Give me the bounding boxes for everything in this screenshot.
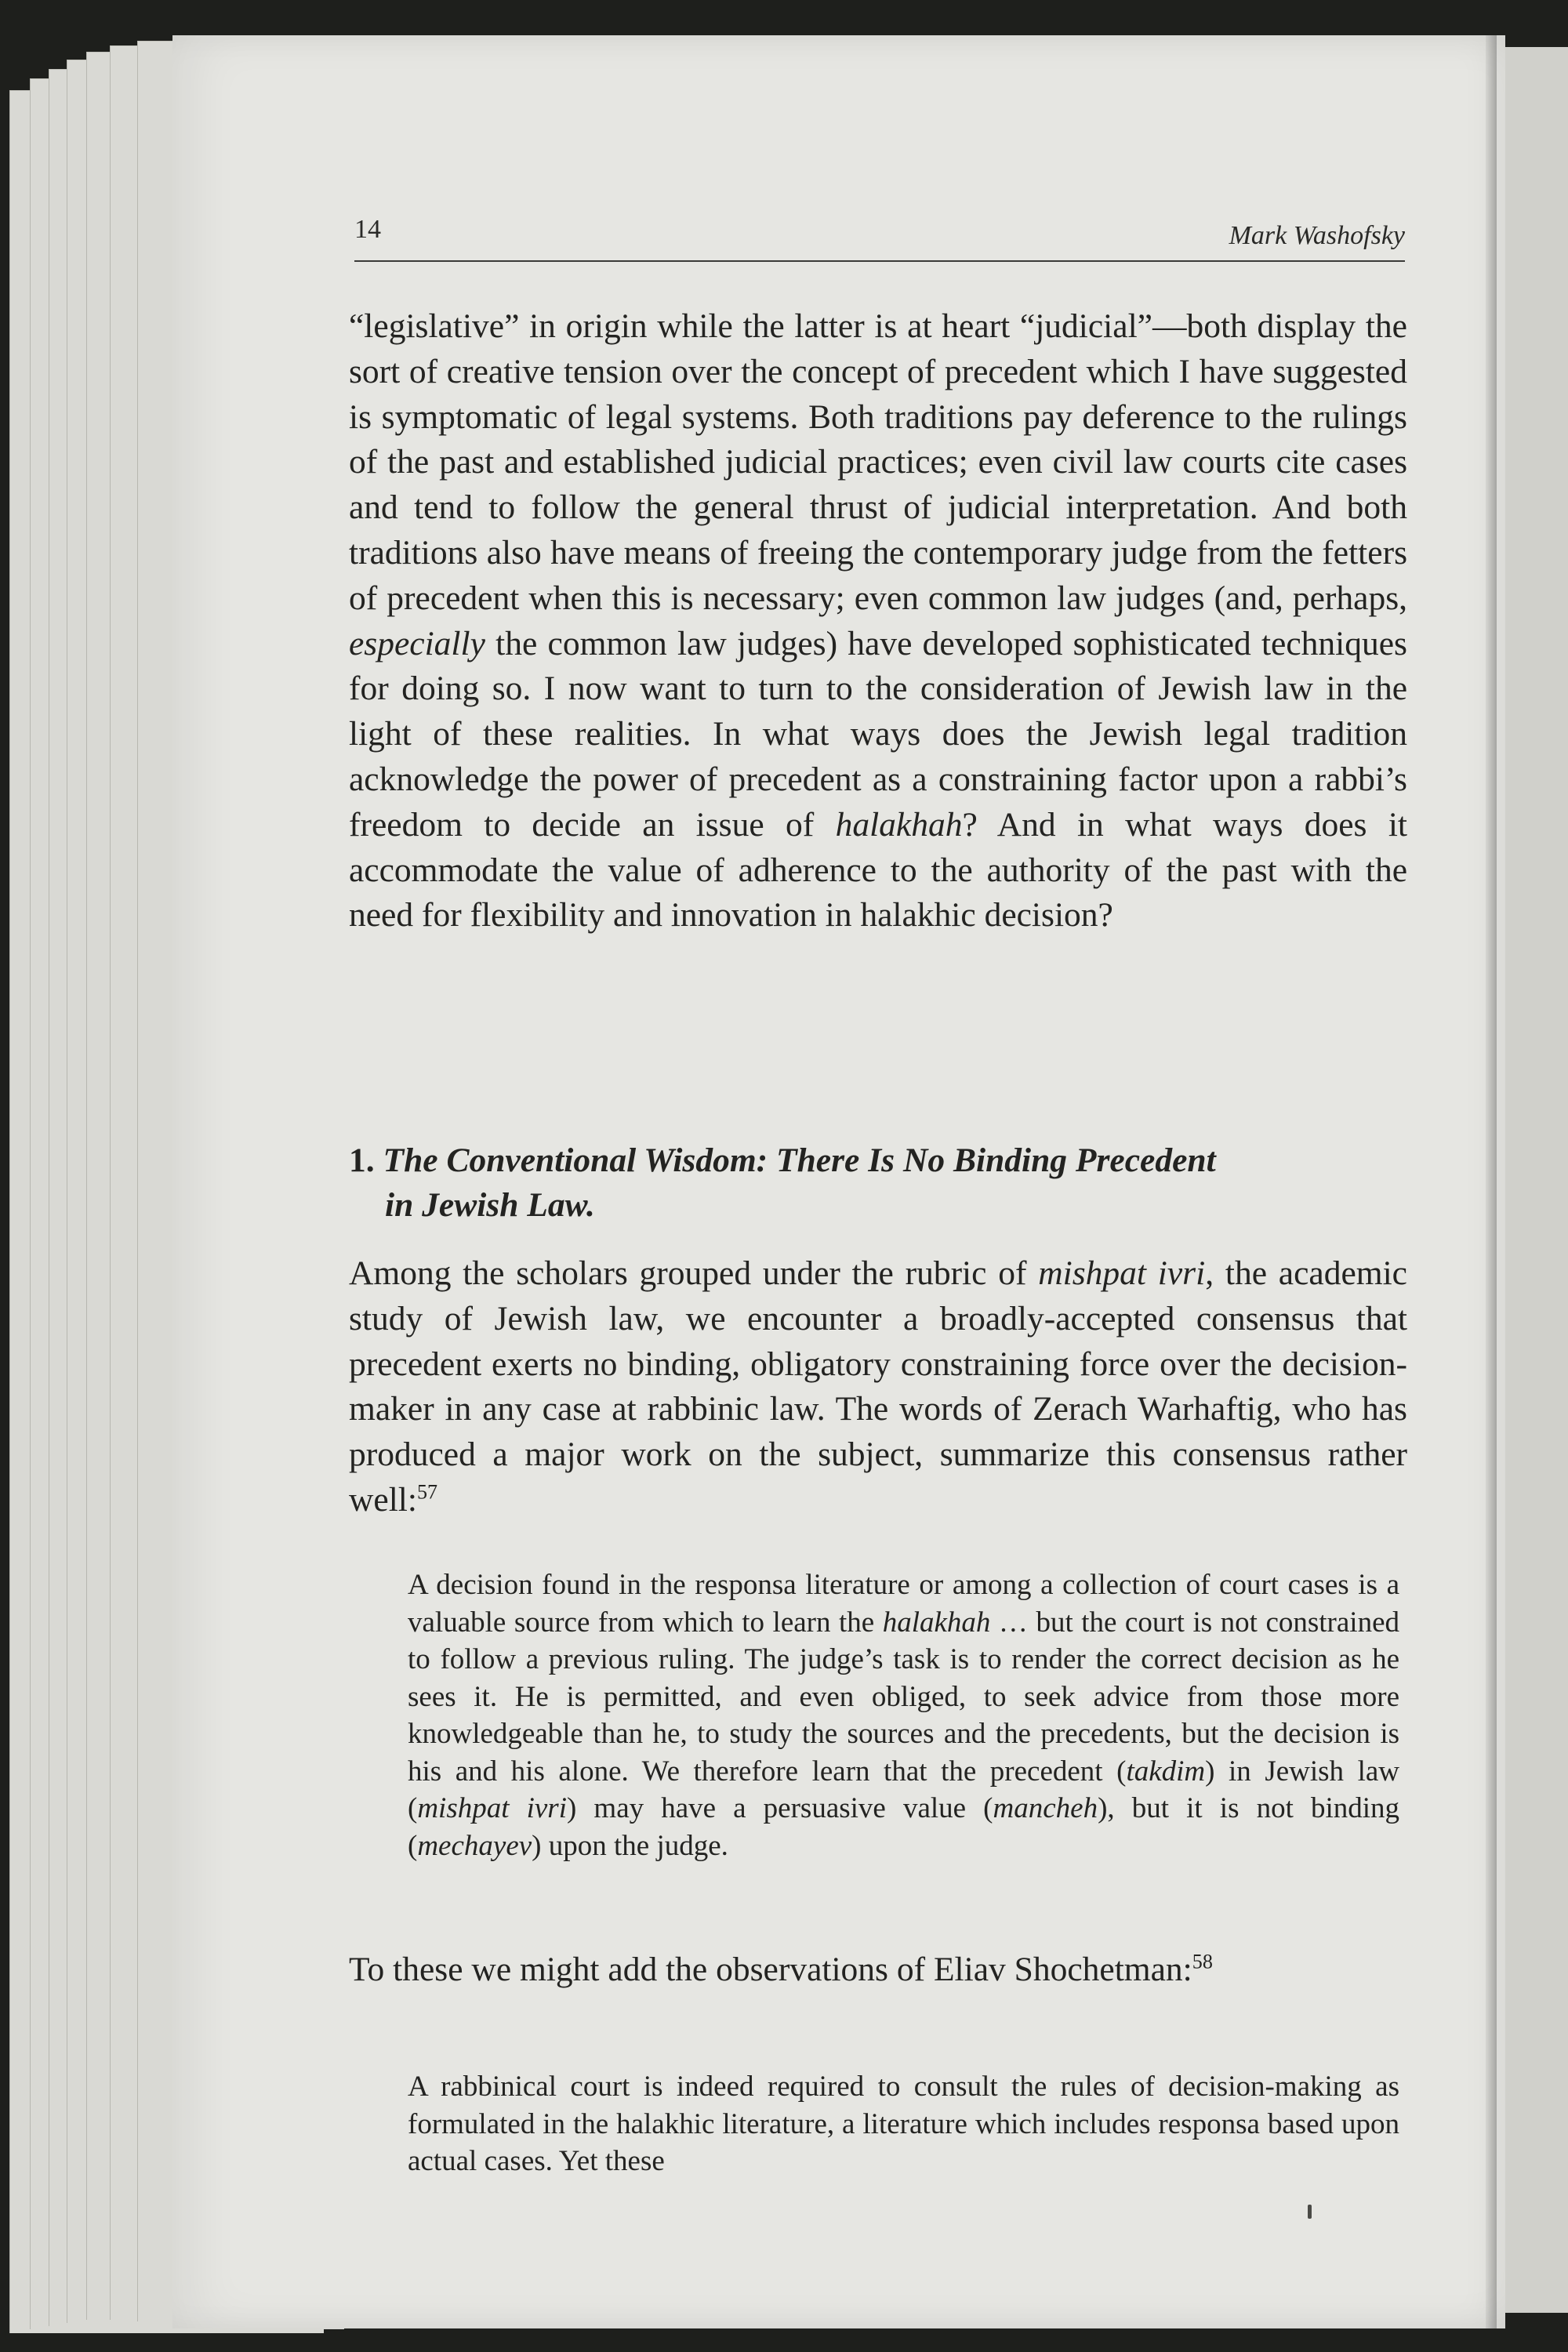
body-paragraph-1	[349, 304, 1407, 938]
italic-term: halakhah	[882, 1606, 991, 1639]
footnote-ref: 58	[1192, 1950, 1213, 1973]
text-run: A decision found in the responsa literature or among a collection of court cases is a valuable source from which to learn the	[408, 1569, 1399, 1639]
body-paragraph-3	[349, 1947, 1407, 1993]
italic-term: halakhah	[835, 805, 963, 844]
text-run: ? And in what ways does it accommodate the value of adherence to the authority of the past with the need for flexibility and innovation in halakhic decision?	[349, 805, 1407, 935]
text-run: ), but it is not binding (	[408, 1792, 1400, 1862]
body-paragraph-2	[349, 1251, 1407, 1523]
text-run: Among the scholars grouped under the rubric of	[349, 1254, 1039, 1292]
section-number: 1.	[349, 1142, 375, 1179]
text-run: , the academic study of Jewish law, we encounter a broadly-accepted consensus that precedent exerts no binding, obligatory constraining force over the decision-maker in any case at rabbinic law. The words of Zerach Warhaftig, who has produced a major work on the subject, summarize this consensus rather well:	[349, 1254, 1407, 1519]
text-run: … but the court is not constrained to follow a previous ruling. The judge’s task is to render the correct decision as he sees it. He is permitted, and even obliged, to seek advice from those more knowledgeable than he, to study the sources and the precedents, but the decision is his and his alone. We therefore learn that the precedent (	[408, 1606, 1399, 1788]
author-running-head: Mark Washofsky	[1229, 221, 1405, 250]
text-run: ) upon the judge.	[532, 1829, 728, 1862]
text-run: “legislative” in origin while the latter is at heart “judicial”—both display the sort of creative tension over the concept of precedent which I have suggested is symptomatic of legal systems. Both traditions pay deference to the rulings of the past and established judicial practices; even civil law courts cite cases and tend to follow the general thrust of judicial interpretation. And both traditions also have means of freeing the contemporary judge from the fetters of precedent when this is necessary; even common law judges (and, perhaps,	[349, 307, 1407, 617]
italic-term: especially	[349, 624, 485, 662]
page-mark	[1308, 2205, 1312, 2219]
running-header	[354, 213, 1405, 262]
page-gutter-shadow	[1486, 35, 1497, 2328]
text-run: A rabbinical court is indeed required to consult the rules of decision-making as formulated in the halakhic literature, a literature which includes responsa based upon actual cases. Yet these	[408, 2071, 1399, 2177]
section-title-line-1: The Conventional Wisdom: There Is No Binding Precedent	[383, 1142, 1216, 1179]
text-run: To these we might add the observations of Eliav Shochetman:	[349, 1951, 1192, 1988]
italic-term: mishpat ivri	[417, 1792, 567, 1824]
italic-term: mancheh	[993, 1792, 1098, 1824]
italic-term: takdim	[1126, 1755, 1206, 1788]
page-number: 14	[354, 215, 381, 244]
text-run: ) may have a persuasive value (	[567, 1792, 993, 1824]
text-run: ) in Jewish law (	[408, 1755, 1399, 1824]
block-quote-shochetman	[408, 2068, 1399, 2180]
section-heading	[349, 1138, 1407, 1228]
text-run: the common law judges) have developed sophisticated techniques for doing so. I now want to turn to the consideration of Jewish law in the light of these realities. In what ways does the Jewish legal tradition acknowledge the power of precedent as a constraining factor upon a rabbi’s freedom to decide an issue of	[349, 624, 1407, 844]
italic-term: mishpat ivri	[1038, 1254, 1206, 1292]
block-quote-warhaftig	[408, 1566, 1399, 1864]
italic-term: mechayev	[417, 1829, 532, 1862]
section-title-line-2: in Jewish Law.	[385, 1186, 595, 1224]
footnote-ref: 57	[416, 1480, 438, 1504]
